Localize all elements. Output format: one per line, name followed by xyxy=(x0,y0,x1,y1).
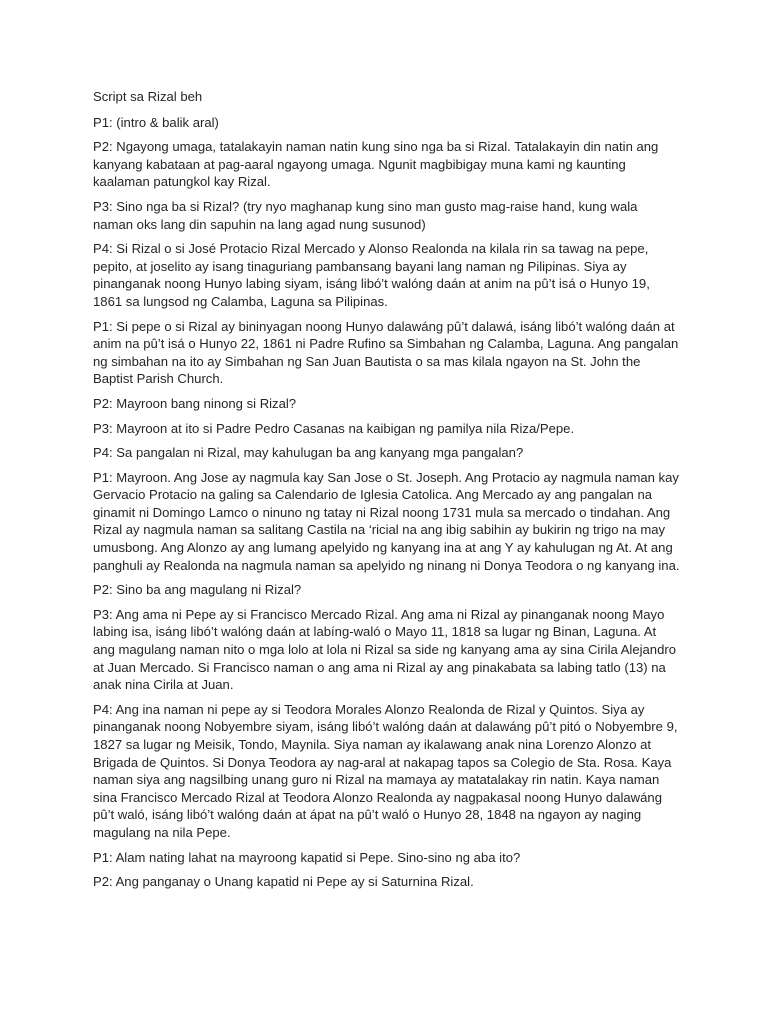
paragraph-p3-godfather: P3: Mayroon at ito si Padre Pedro Casanas na kaibigan ng pamilya nila Riza/Pepe. xyxy=(93,420,575,436)
paragraph-p2-introduction: P2: Ngayong umaga, tatalakayin naman natin kung sino nga ba si Rizal. Tatalakayin din natin ang kanyang kabataan at pag-aaral ngayong umaga. Ngunit magbibigay muna kami ng kaunting kaalaman patungkol kay Rizal. xyxy=(93,139,659,190)
paragraph-p4-mother: P4: Ang ina naman ni pepe ay si Teodora Morales Alonzo Realonda de Rizal y Quintos. Siya ay pinanganak noong Nobyembre siyam, isáng libó’t walóng daán at dalawáng pû’t pitó o Nobyembre 9, 1827 sa lugar ng Meisik, Tondo, Maynila. Siya naman ay ikalawang anak nina Lorenzo Alonzo at Brigada de Quintos. Si Donya Teodora ay nag-aral at nakapag tapos sa Colegio de Sta. Rosa. Kaya naman siya ang nagsilbing unang guro ni Rizal na mamaya ay matatalakay rin natin. Kaya naman sina Francisco Mercado Rizal at Teodora Alonzo Realonda ay nagpakasal noong Hunyo dalawáng pû’t waló, isáng libó’t walóng daán at ápat na pû’t waló o Hunyo 28, 1848 na ngayon ay naging magulang na nila Pepe. xyxy=(93,701,678,840)
paragraph-p1-baptism: P1: Si pepe o si Rizal ay bininyagan noong Hunyo dalawáng pû’t dalawá, isáng libó’t walóng daán at anim na pû’t isá o Hunyo 22, 1861 ni Padre Rufino sa Simbahan ng Calamba, Laguna. Ang pangalan ng simbahan na ito ay Simbahan ng San Juan Bautista o sa mas kilala ngayon na St. John the Baptist Parish Church. xyxy=(93,318,679,387)
paragraph-p3-question: P3: Sino nga ba si Rizal? (try nyo maghanap kung sino man gusto mag-raise hand, kung wala naman oks lang din sapuhin na lang agad nung susunod) xyxy=(93,198,638,232)
paragraph-p1-name-meaning: P1: Mayroon. Ang Jose ay nagmula kay San Jose o St. Joseph. Ang Protacio ay nagmula naman kay Gervacio Protacio na galing sa Calendario de Iglesia Catolica. Ang Mercado ay ang pangalan na ginamit ni Domingo Lamco o ninuno ng tatay ni Rizal noong 1731 mula sa mercado o tindahan. Ang Rizal ay nagmula naman sa salitang Castila na ‘ricial na ang ibig sabihin ay bukirin ng trigo na may umusbong. Ang Alonzo ay ang lumang apelyido ng kanyang ina at ang Y ay kahulugan ng At. At ang panghuli ay Realonda na nagmula naman sa apelyido ng ninang ni Donya Teodora o ng kanyang ina. xyxy=(93,469,680,573)
paragraph-p4-name-question: P4: Sa pangalan ni Rizal, may kahulugan ba ang kanyang mga pangalan? xyxy=(93,445,524,461)
paragraph-p4-birth: P4: Si Rizal o si José Protacio Rizal Mercado y Alonso Realonda na kilala rin sa tawag na pepe, pepito, at joselito ay isang tinaguriang pambansang bayani lang naman ng Pilipinas. Siya ay pinanganak noong Hunyo labing siyam, isáng libó’t walóng daán at anim na pû’t isá o Hunyo 19, 1861 sa lungsod ng Calamba, Laguna sa Pilipinas. xyxy=(93,241,650,309)
paragraph-p2-parents-question: P2: Sino ba ang magulang ni Rizal? xyxy=(93,582,302,598)
document-body xyxy=(93,88,681,898)
paragraph-p2-eldest-sibling: P2: Ang panganay o Unang kapatid ni Pepe ay si Saturnina Rizal. xyxy=(93,874,474,890)
paragraph-p1-siblings-question: P1: Alam nating lahat na mayroong kapatid si Pepe. Sino-sino ng aba ito? xyxy=(93,849,521,865)
paragraph-p3-father: P3: Ang ama ni Pepe ay si Francisco Mercado Rizal. Ang ama ni Rizal ay pinanganak noong Mayo labing isa, isáng libó’t walóng daán at labíng-waló o Mayo 11, 1818 sa lugar ng Binan, Laguna. At ang magulang naman nito o mga lolo at lola ni Rizal sa side ng kanyang ama ay sina Cirila Alejandro at Juan Mercado. Si Francisco naman o ang ama ni Rizal ay ang pinakabata sa labing tatlo (13) na anak nina Cirila at Juan. xyxy=(93,606,677,693)
paragraph-p1-intro: P1: (intro & balik aral) xyxy=(93,114,219,130)
paragraph-p2-godfather-question: P2: Mayroon bang ninong si Rizal? xyxy=(93,395,297,411)
document-title: Script sa Rizal beh xyxy=(93,89,203,104)
